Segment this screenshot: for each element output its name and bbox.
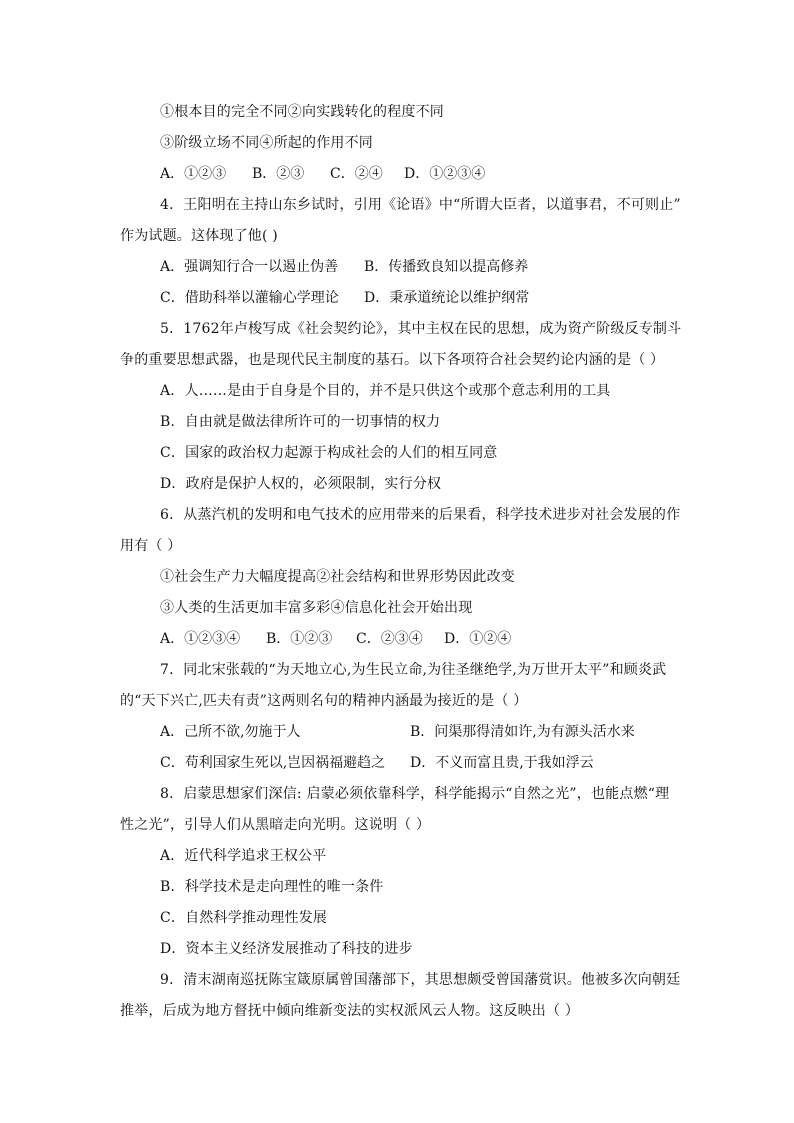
q4-options-row-1 — [160, 257, 660, 277]
q7-options-row-2 — [160, 753, 660, 773]
q4-option-b: B．传播致良知以提高修养 — [364, 259, 529, 275]
q6-option-d: D．①②④ — [444, 631, 512, 647]
q8-option-d: D．资本主义经济发展推动了科技的进步 — [160, 941, 413, 957]
q4-stem-line-2: 作为试题。这体现了他( ) — [120, 228, 278, 244]
q3-statement-line-2: ③阶级立场不同④所起的作用不同 — [160, 135, 373, 151]
q7-option-d: D．不义而富且贵,于我如浮云 — [410, 755, 594, 771]
q8-stem-line-2: 性之光”，引导人们从黑暗走向光明。这说明（ ） — [120, 817, 431, 833]
q5-option-a: A．人……是由于自身是个目的，并不是只供这个或那个意志利用的工具 — [160, 383, 611, 399]
q7-stem-line-2: 的“天下兴亡,匹夫有责”这两则名句的精神内涵最为接近的是（ ） — [120, 693, 528, 709]
q7-option-b: B．问渠那得清如许,为有源头活水来 — [410, 724, 635, 740]
q4-option-d: D．秉承道统论以维护纲常 — [364, 290, 530, 306]
q3-options — [160, 164, 640, 184]
q3-statement-line-1: ①根本目的完全不同②向实践转化的程度不同 — [160, 104, 444, 120]
q7-options-row-1 — [160, 722, 660, 742]
q6-stem-line-1: 6．从蒸汽机的发明和电气技术的应用带来的后果看，科学技术进步对社会发展的作 — [160, 507, 681, 523]
q6-options — [160, 629, 660, 649]
q8-option-a: A．近代科学追求王权公平 — [160, 848, 327, 864]
q6-statement-line-2: ③人类的生活更加丰富多彩④信息化社会开始出现 — [160, 600, 473, 616]
q4-options-row-2 — [160, 288, 660, 308]
q3-option-a: A．①②③ — [160, 166, 227, 182]
q6-option-b: B．①②③ — [266, 631, 333, 647]
q6-option-c: C．②③④ — [356, 631, 423, 647]
q4-option-c: C．借助科举以灌输心学理论 — [160, 290, 339, 306]
q7-option-a: A．己所不欲,勿施于人 — [160, 724, 301, 740]
q3-option-b: B．②③ — [252, 166, 305, 182]
q4-stem-line-1: 4．王阳明在主持山东乡试时，引用《论语》中“所谓大臣者，以道事君，不可则止” — [160, 197, 681, 213]
q8-option-c: C．自然科学推动理性发展 — [160, 910, 328, 926]
q6-statement-line-1: ①社会生产力大幅度提高②社会结构和世界形势因此改变 — [160, 569, 515, 585]
q5-stem-line-2: 争的重要思想武器，也是现代民主制度的基石。以下各项符合社会契约论内涵的是（ ） — [120, 352, 665, 368]
q7-option-c: C．苟利国家生死以,岂因祸福避趋之 — [160, 755, 386, 771]
q6-stem-line-2: 用有（ ） — [120, 538, 182, 554]
q8-option-b: B．科学技术是走向理性的唯一条件 — [160, 879, 384, 895]
q4-option-a: A．强调知行合一以遏止伪善 — [160, 259, 339, 275]
q7-stem-line-1: 7．同北宋张载的“为天地立心,为生民立命,为往圣继绝学,为万世开太平”和顾炎武 — [160, 662, 667, 678]
q9-stem-line-2: 推举，后成为地方督抚中倾向维新变法的实权派风云人物。这反映出（ ） — [120, 1003, 580, 1019]
q6-option-a: A．①②③④ — [160, 631, 241, 647]
q5-option-d: D．政府是保护人权的，必须限制，实行分权 — [160, 476, 442, 492]
q3-option-d: D．①②③④ — [404, 166, 486, 182]
q5-option-c: C．国家的政治权力起源于构成社会的人们的相互同意 — [160, 445, 498, 461]
q5-option-b: B．自由就是做法律所许可的一切事情的权力 — [160, 414, 441, 430]
q9-stem-line-1: 9．清末湖南巡抚陈宝箴原属曾国藩部下，其思想颇受曾国藩赏识。他被多次向朝廷 — [160, 972, 681, 988]
q5-stem-line-1: 5．1762年卢梭写成《社会契约论》，其中主权在民的思想，成为资产阶级反专制斗 — [160, 321, 682, 337]
q3-option-c: C．②④ — [330, 166, 383, 182]
q8-stem-line-1: 8．启蒙思想家们深信: 启蒙必须依靠科学，科学能揭示“自然之光”，也能点燃“理 — [160, 786, 670, 802]
